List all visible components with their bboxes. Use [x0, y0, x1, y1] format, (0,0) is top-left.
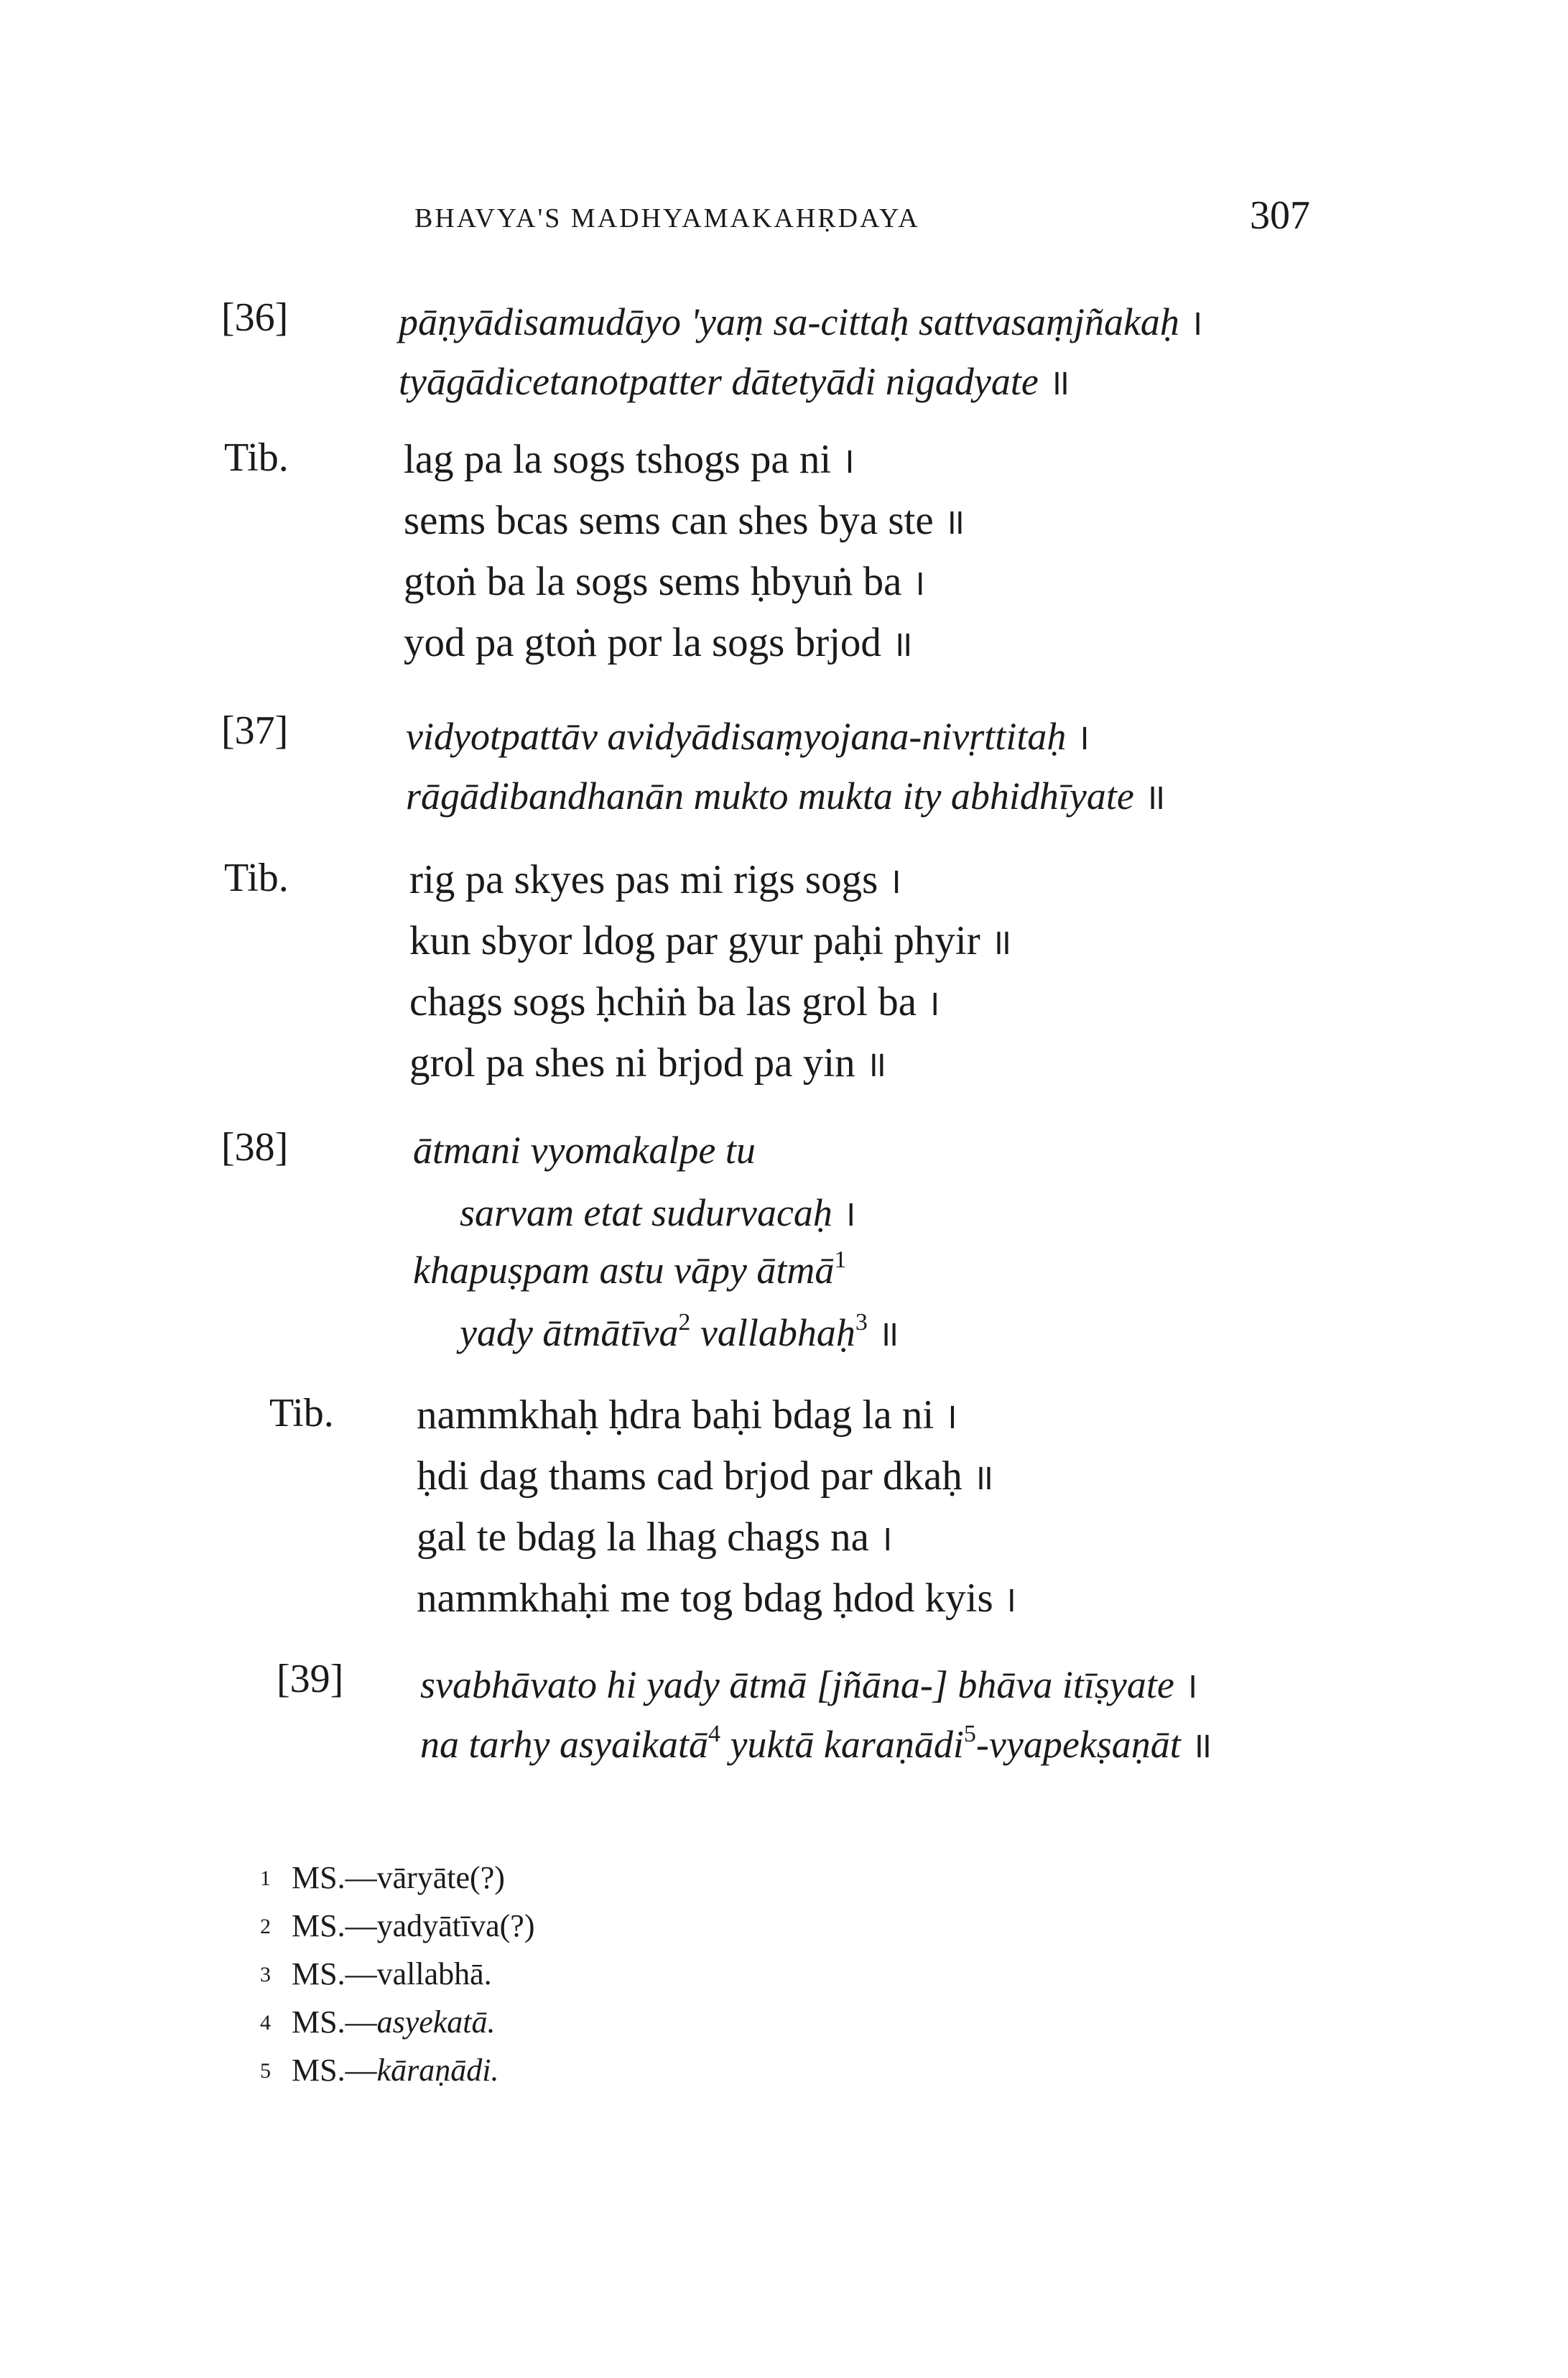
footnote-source: MS.— — [292, 1860, 377, 1895]
tibetan-line — [417, 1451, 994, 1500]
tibetan-text: rig pa skyes pas mi rigs sogs — [409, 857, 878, 902]
danda: । — [842, 1193, 856, 1234]
sanskrit-text: yady ātmātīva — [460, 1311, 679, 1354]
tibetan-text: nammkhaḥi me tog bdag ḥdod kyis — [417, 1576, 993, 1621]
footnote-number: 1 — [260, 1866, 271, 1890]
sanskrit-line — [460, 1188, 856, 1236]
footnote-text: vallabhā. — [376, 1956, 492, 1991]
sanskrit-line — [420, 1719, 1212, 1768]
tibetan-line — [404, 557, 925, 606]
footnote-source: MS.— — [292, 2053, 377, 2088]
footnote-ref: 5 — [963, 1721, 976, 1747]
tibetan-line — [409, 916, 1012, 965]
verse-number: [37] — [221, 708, 289, 753]
tibetan-text: ḥdi dag thams cad brjod par dkaḥ — [417, 1453, 962, 1499]
sanskrit-line — [406, 711, 1090, 760]
sanskrit-text: khapuṣpam astu vāpy ātmā — [413, 1249, 835, 1292]
danda: ॥ — [972, 1457, 994, 1497]
tib-label: Tib. — [224, 856, 289, 900]
tib-label: Tib. — [224, 435, 289, 480]
footnote-number: 4 — [260, 2011, 271, 2035]
tibetan-text: sems bcas sems can shes bya ste — [404, 498, 934, 543]
footnote-source: MS.— — [292, 1908, 377, 1943]
tibetan-line — [409, 977, 940, 1026]
sanskrit-text: vidyotpattāv avidyādisaṃyojana-nivṛttitaḥ — [406, 715, 1067, 758]
footnote-ref: 4 — [708, 1721, 720, 1747]
sanskrit-text: -vyapekṣaṇāt — [975, 1723, 1181, 1766]
tibetan-line — [404, 618, 913, 667]
tibetan-text: kun sbyor ldog par gyur paḥi phyir — [409, 918, 980, 963]
sanskrit-text: ātmani vyomakalpe tu — [413, 1129, 756, 1172]
danda: । — [1076, 717, 1090, 757]
sanskrit-line — [413, 1248, 846, 1292]
danda: । — [878, 1518, 893, 1558]
sanskrit-line — [413, 1128, 756, 1172]
sanskrit-text: na tarhy asyaikatā — [420, 1723, 708, 1766]
footnote-text: vāryāte(?) — [376, 1860, 505, 1895]
footnote-ref: 3 — [855, 1309, 868, 1336]
sanskrit-line — [399, 297, 1203, 346]
danda: ॥ — [891, 624, 913, 664]
footnote-number: 5 — [260, 2059, 271, 2083]
sanskrit-line — [420, 1660, 1198, 1708]
sanskrit-line — [406, 771, 1166, 820]
danda: । — [1184, 1665, 1198, 1706]
footnote-1 — [260, 1859, 505, 1896]
danda: । — [1189, 302, 1203, 343]
tibetan-text: chags sogs ḥchiṅ ba las grol ba — [409, 979, 917, 1024]
sanskrit-text: tyāgādicetanotpatter dātetyādi nigadyate — [399, 360, 1039, 403]
sanskrit-text: pāṇyādisamudāyo 'yaṃ sa-cittaḥ sattvasaṃjñakaḥ — [399, 300, 1179, 343]
sanskrit-line — [399, 356, 1070, 405]
tibetan-line — [409, 855, 901, 904]
footnote-source: MS.— — [292, 1956, 377, 1991]
danda: ॥ — [865, 1044, 887, 1084]
sanskrit-line — [460, 1308, 899, 1356]
tibetan-text: gtoṅ ba la sogs sems ḥbyuṅ ba — [404, 559, 902, 604]
danda: ॥ — [1048, 362, 1070, 402]
tibetan-text: lag pa la sogs tshogs pa ni — [404, 437, 832, 482]
danda: ॥ — [877, 1313, 899, 1354]
danda: । — [841, 440, 855, 481]
footnote-number: 2 — [260, 1915, 271, 1938]
danda: । — [944, 1396, 958, 1436]
footnote-text: asyekatā. — [376, 2004, 496, 2040]
tibetan-text: grol pa shes ni brjod pa yin — [409, 1040, 855, 1086]
tibetan-text: nammkhaḥ ḥdra baḥi bdag la ni — [417, 1392, 934, 1438]
danda: ॥ — [943, 501, 965, 542]
tibetan-line — [409, 1038, 887, 1087]
verse-number: [38] — [221, 1125, 289, 1170]
danda: । — [888, 861, 902, 901]
page-number: 307 — [1250, 193, 1310, 238]
tibetan-line — [404, 496, 965, 545]
footnote-text: yadyātīva(?) — [376, 1908, 535, 1943]
footnote-4 — [260, 2004, 496, 2040]
sanskrit-text: sarvam etat sudurvacaḥ — [460, 1191, 832, 1234]
footnote-ref: 1 — [834, 1246, 847, 1273]
footnote-number: 3 — [260, 1963, 271, 1986]
sanskrit-text: vallabhaḥ — [690, 1311, 855, 1354]
danda: । — [927, 983, 940, 1023]
footnote-3 — [260, 1956, 492, 1992]
danda: । — [911, 563, 926, 603]
danda: ॥ — [990, 922, 1012, 962]
sanskrit-text: yuktā karaṇādi — [720, 1723, 964, 1766]
footnote-ref: 2 — [678, 1309, 691, 1336]
footnote-text: kāraṇādi. — [376, 2053, 499, 2088]
tibetan-line — [417, 1573, 1017, 1622]
tibetan-line — [417, 1390, 957, 1439]
tibetan-text: yod pa gtoṅ por la sogs brjod — [404, 620, 881, 665]
danda: । — [1003, 1579, 1017, 1619]
running-title: BHAVYA'S MADHYAMAKAHṚDAYA — [414, 203, 920, 233]
footnote-source: MS.— — [292, 2004, 377, 2040]
danda: ॥ — [1143, 777, 1166, 817]
footnote-2 — [260, 1907, 534, 1944]
tibetan-line — [417, 1512, 893, 1561]
footnote-5 — [260, 2052, 498, 2088]
tib-label: Tib. — [269, 1391, 334, 1435]
verse-number: [39] — [277, 1657, 344, 1701]
sanskrit-text: rāgādibandhanān mukto mukta ity abhidhīyate — [406, 774, 1134, 818]
tibetan-text: gal te bdag la lhag chags na — [417, 1514, 869, 1560]
tibetan-line — [404, 435, 855, 484]
sanskrit-text: svabhāvato hi yady ātmā [jñāna-] bhāva itīṣyate — [420, 1663, 1174, 1706]
danda: ॥ — [1190, 1725, 1212, 1765]
verse-number: [36] — [221, 295, 289, 340]
